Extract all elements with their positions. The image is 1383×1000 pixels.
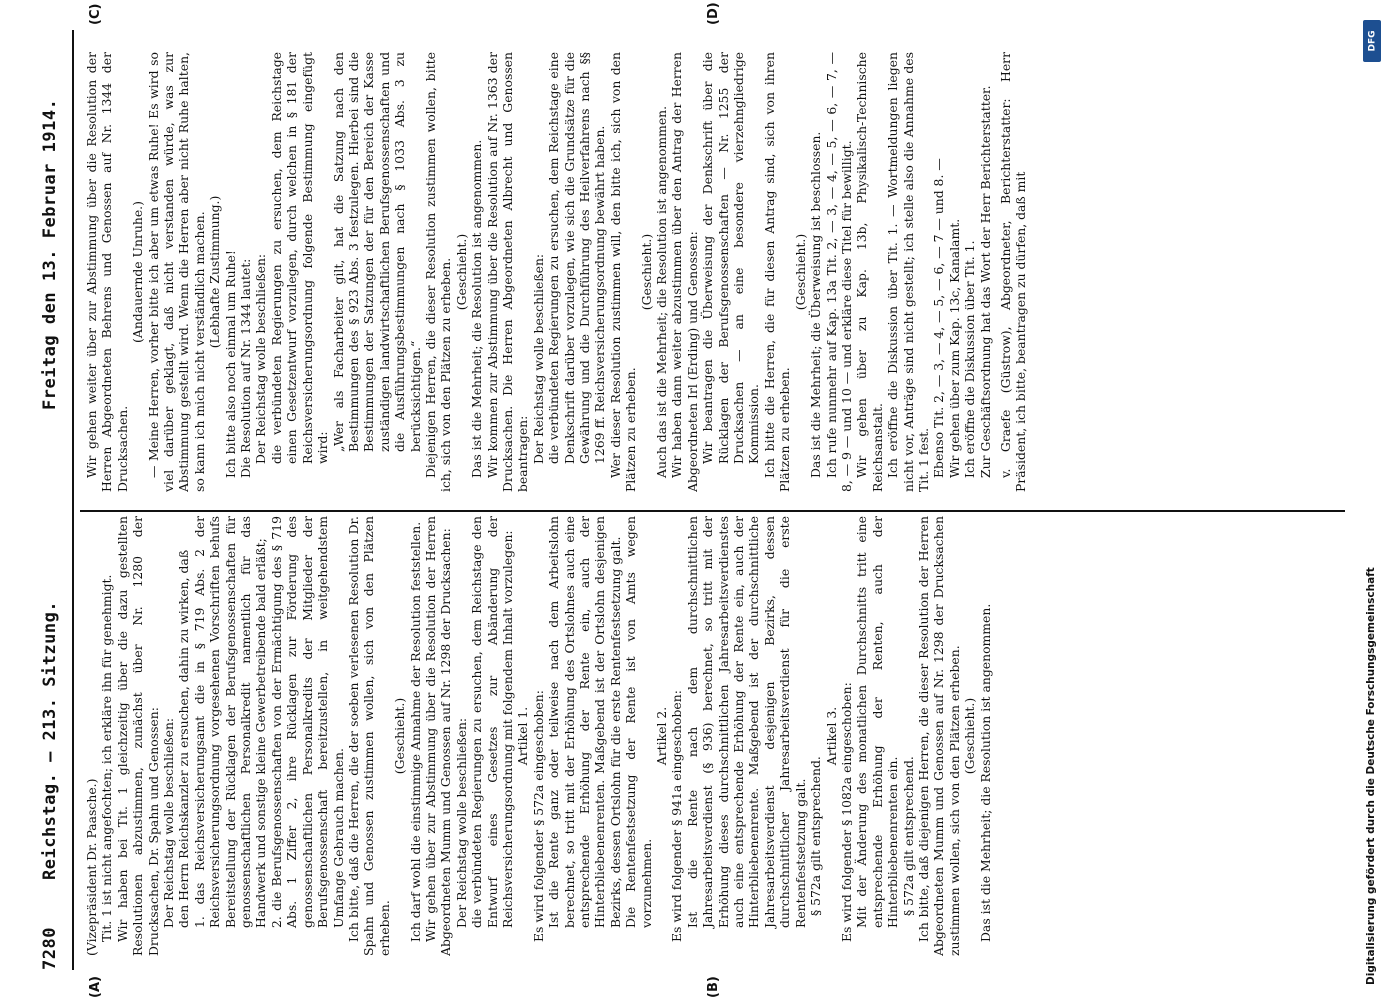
paragraph: Wir haben bei Tit. 1 gleichzeitig über die dazu gestellten Resolutionen abzustimmen, zunächst über Nr. 1280 der Drucksachen, Dr. Spahn und Genossen: — [114, 516, 161, 956]
paragraph: „Wer als Facharbeiter gilt, hat die Satzung nach den Bestimmungen des § 923 Abs. 3 festzulegen. Hierbei sind die Bestimmungen der Satzungen der für den Bereich der Kasse zuständigen landwirtschaftlichen Berufsgenossenschaften und die Ausführungsbestimmungen nach § 1033 Abs. 3 zu berücksichtigen.“ — [330, 52, 423, 452]
paragraph: Wir haben dann weiter abzustimmen über den Antrag der Herren Abgeordneten Irl (Erding) und Genossen: — [669, 52, 700, 492]
paragraph: Das ist die Mehrheit; die Überweisung ist beschlossen. — [808, 131, 824, 478]
header-rule — [72, 30, 74, 970]
dfg-logo-text: DFG — [1367, 30, 1378, 52]
paragraph: Wer dieser Resolution zustimmen will, den bitte ich, sich von den Plätzen zu erheben. — [607, 52, 639, 492]
paragraph: Ich darf wohl die einstimmige Annahme der Resolution feststellen. — [407, 521, 423, 942]
paragraph: Der Reichstag wolle beschließen: — [530, 253, 546, 464]
article-heading: Artikel 3. — [823, 706, 839, 766]
paragraph: Wir gehen weiter über zur Abstimmung über die Resolution der Herren Abgeordneten Behrens und Genossen auf Nr. 1344 der Drucksachen. — [84, 52, 130, 492]
paragraph: Die Rentenfestsetzung der Rente ist von Amts wegen vorzunehmen. — [623, 516, 654, 928]
paragraph: Der Reichstag wolle beschließen: — [253, 253, 269, 464]
header-left: Reichstag. — 213. Sitzung. — [40, 600, 60, 880]
stage-direction: (Lebhafte Zustimmung.) — [207, 195, 223, 349]
paragraph: Wir gehen über zu Kap. 13b, Physikalisch-Technische Reichsanstalt. — [854, 52, 885, 492]
paragraph: Es wird folgender § 572a eingeschoben: — [530, 690, 546, 942]
paragraph: (Vizepräsident Dr. Paasche.) — [84, 778, 99, 956]
paragraph: § 572a gilt entsprechend. — [900, 756, 916, 916]
paragraph: Mit der Änderung des monatlichen Durchschnitts tritt eine entsprechende Erhöhung der Renten, auch der Hinterbliebenenrenten ein. — [854, 516, 901, 928]
stage-direction: (Geschieht.) — [792, 233, 808, 311]
digitization-credit — [1362, 20, 1382, 985]
paragraph: § 572a gilt entsprechend. — [808, 756, 824, 916]
margin-marker-c: (C) — [88, 3, 103, 25]
paragraph: Ich rufe nunmehr auf Kap. 13a Tit. 2, — 3, — 4, — 5, — 6, — 7, — 8, — 9 — und 10 — und erkläre diese Titel für bewilligt. — [823, 52, 854, 492]
credit-text: Digitalisierung gefördert durch die Deutsche Forschungsgemeinschaft — [1365, 567, 1377, 985]
paragraph: die verbündeten Regierungen zu ersuchen, dem Reichstage eine Denkschrift darüber vorzulegen, wie sich die Grundsätze für die Gewährung und die Durchführung des Heilverfahrens nach §§ 1269 ff. Reichsversicherungsordnung bewährt haben. — [546, 52, 608, 464]
paragraph: Ist die Rente nach dem durchschnittlichen Jahresarbeitsverdienst (§ 936) berechnet, so tritt mit der Erhöhung dieses durchschnittlichen Jahresarbeitsverdienstes auch eine entsprechende Erhöhung der Rente ein, auch der Hinterbliebenenrente. Maßgebend ist der durchschnittliche Jahresarbeitsverdienst desjenigen Bezirks, dessen durchschnittlicher Jahresarbeitsverdienst für die erste Rentenfestsetzung galt. — [684, 516, 808, 928]
paragraph: die verbündeten Regierungen zu ersuchen, dem Reichstage den Entwurf eines Gesetzes zur Abänderung der Reichsversicherungsordnung mit folgendem Inhalt vorzulegen: — [469, 516, 515, 928]
stage-direction: (Geschieht.) — [638, 233, 654, 311]
margin-marker-a: (A) — [88, 976, 103, 998]
paragraph: Das ist die Mehrheit; die Resolution ist angenommen. — [977, 603, 993, 942]
paragraph: v. Graefe (Güstrow), Abgeordneter, Berichterstatter: Herr Präsident, ich bitte, beantragen zu dürfen, daß mit — [997, 52, 1029, 492]
paragraph: Wir beantragen die Überweisung der Denkschrift über die Rücklagen der Berufsgenossenschaften — Nr. 1255 der Drucksachen — an eine besondere vierzehngliedrige Kommission. — [700, 52, 762, 464]
stage-direction: (Andauernde Unruhe.) — [130, 201, 146, 343]
article-heading: Artikel 1. — [515, 706, 531, 766]
paragraph: Ich bitte also noch einmal um Ruhe! — [222, 250, 238, 478]
paragraph: — Meine Herren, vorher bitte ich aber um etwas Ruhe! Es wird so viel darüber geklagt, daß nicht verstanden würde, was zur Abstimmung gestellt wird. Wenn die Herren aber nicht Ruhe halten, so kann ich mich nicht verständlich machen. — [145, 52, 207, 492]
left-column — [84, 516, 1354, 956]
paragraph: 1. das Reichsversicherungsamt die in § 719 Abs. 2 der Reichsversicherungsordnung vorgesehenen Vorschriften behufs Bereitstellung der Rücklagen der Berufsgenossenschaften für genossenschaftlichen Personalkredit namentlich für das Handwerk und sonstige kleine Gewerbetreibende bald erläßt; — [191, 516, 269, 928]
stage-direction: (Geschieht.) — [962, 697, 978, 775]
paragraph: Ebenso Tit. 2, — 3, — 4, — 5, — 6, — 7 — und 8. — — [931, 158, 947, 478]
paragraph: den Herrn Reichskanzler zu ersuchen, dahin zu wirken, daß — [176, 549, 192, 928]
paragraph: Ist die Rente ganz oder teilweise nach dem Arbeitslohn berechnet, so tritt mit der Erhöhung des Ortslohnes auch eine entsprechende Erhöhung der Rente ein, auch der Hinterbliebenenrenten. Maßgebend ist der Ortslohn desjenigen Bezirks, dessen Ortslohn für die erste Rentenfestsetzung galt. — [546, 516, 623, 928]
paragraph: Tit. 1 ist nicht angefochten; ich erkläre ihn für genehmigt. — [99, 574, 115, 942]
paragraph: Ich eröffne die Diskussion über Tit. 1. — Wortmeldungen liegen nicht vor, Anträge sind nicht gestellt; ich stelle also die Annahme des Tit. 1 fest. — [885, 52, 931, 492]
paragraph: Die Resolution auf Nr. 1344 lautet: — [238, 258, 254, 478]
paragraph: Der Reichstag wolle beschließen: — [453, 717, 469, 928]
paragraph: Ich eröffne die Diskussion über Tit. 1. — [962, 240, 978, 478]
paragraph: Der Reichstag wolle beschließen: — [161, 717, 177, 928]
paragraph: Wir gehen über zum Kap. 13c, Kanalamt. — [946, 218, 962, 478]
page-number: 7280 — [40, 927, 60, 970]
paragraph: Auch das ist die Mehrheit; die Resolution ist angenommen. — [654, 105, 670, 478]
stage-direction: (Geschieht.) — [392, 697, 408, 775]
page-header — [30, 30, 72, 970]
paragraph: Es wird folgender § 1082a eingeschoben: — [838, 682, 854, 942]
paragraph: Wir gehen über zur Abstimmung über die Resolution der Herren Abgeordneten Mumm und Genossen auf Nr. 1298 der Drucksachen: — [422, 516, 454, 956]
right-column — [84, 52, 1354, 492]
stage-direction: (Geschieht.) — [453, 233, 469, 311]
paragraph: Das ist die Mehrheit; die Resolution ist angenommen. — [469, 139, 485, 478]
paragraph: Diejenigen Herren, die dieser Resolution zustimmen wollen, bitte ich, sich von den Plätzen zu erheben. — [422, 52, 454, 492]
paragraph: 2. die Berufsgenossenschaften von der Ermächtigung des § 719 Abs. 1 Ziffer 2, ihre Rücklagen zur Förderung des genossenschaftlichen Personalkredits der Mitglieder der Berufsgenossenschaft bereitzustellen, in weitgehendstem Umfange Gebrauch machen. — [268, 516, 346, 928]
paragraph: Ich bitte die Herren, die für diesen Antrag sind, sich von ihren Plätzen zu erheben. — [761, 52, 793, 492]
paragraph: Wir kommen zur Abstimmung über die Resolution auf Nr. 1363 der Drucksachen. Die Herren Abgeordneten Albrecht und Genossen beantragen: — [484, 52, 531, 492]
column-divider — [80, 510, 1345, 512]
paragraph: Zur Geschäftsordnung hat das Wort der Herr Berichterstatter. — [977, 85, 993, 478]
paragraph: die verbündeten Regierungen zu ersuchen, dem Reichstage einen Gesetzentwurf vorzulegen, durch welchen in § 181 der Reichsversicherungsordnung folgende Bestimmung eingefügt wird: — [268, 52, 331, 464]
margin-marker-d: (D) — [706, 2, 721, 25]
paragraph: Ich bitte, daß diejenigen Herren, die dieser Resolution der Herren Abgeordneten Mumm und Genossen auf Nr. 1298 der Drucksachen zustimmen wollen, sich von den Plätzen erheben. — [915, 516, 962, 956]
paragraph: Es wird folgender § 941a eingeschoben: — [669, 690, 685, 942]
margin-marker-b: (B) — [706, 976, 721, 998]
header-right: Freitag den 13. Februar 1914. — [40, 98, 60, 410]
article-heading: Artikel 2. — [654, 706, 670, 766]
paragraph: Ich bitte, daß die Herren, die der soeben verlesenen Resolution Dr. Spahn und Genossen zustimmen wollen, sich von den Plätzen erheben. — [345, 516, 392, 956]
